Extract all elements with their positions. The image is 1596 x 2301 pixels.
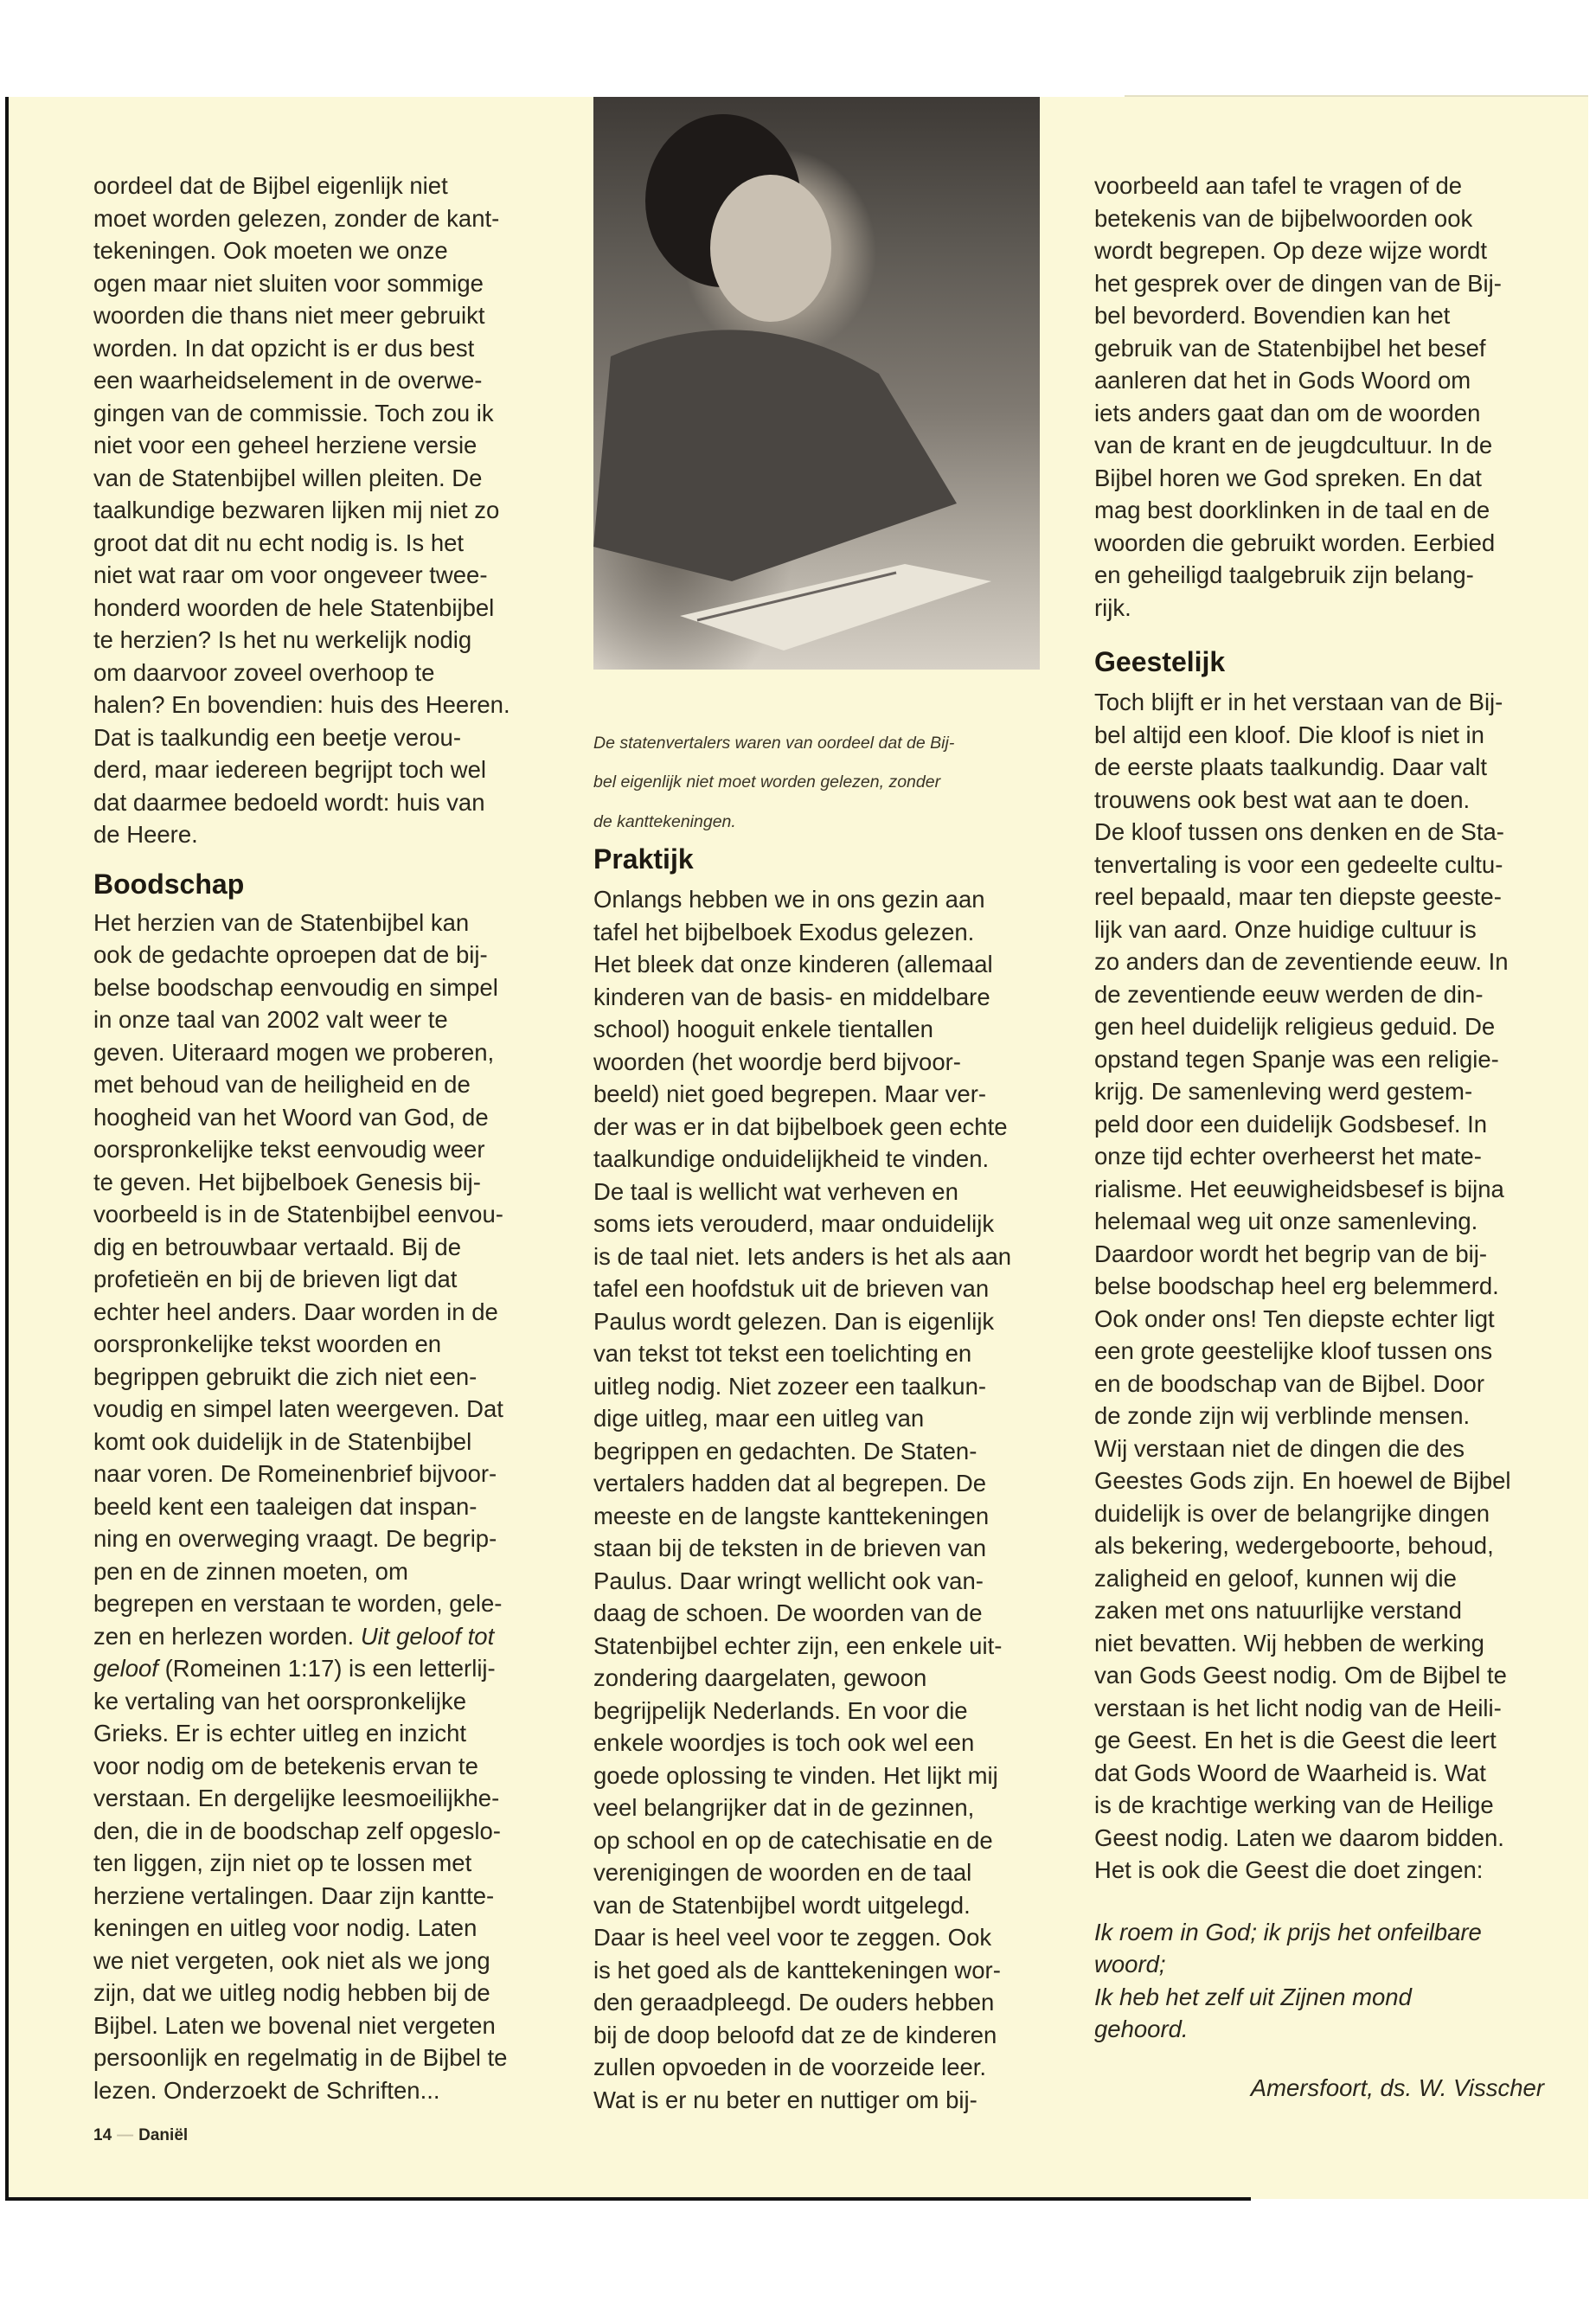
text-line: zijn, dat we uitleg nodig hebben bij de bbox=[93, 1979, 490, 2006]
text-line: Het herzien van de Statenbijbel kan bbox=[93, 908, 470, 936]
text-line: dat Gods Woord de Waarheid is. Wat bbox=[1094, 1759, 1486, 1786]
scan-edge-bottom bbox=[5, 2197, 1251, 2201]
text-line: begrijpelijk Nederlands. En voor die bbox=[593, 1696, 968, 1724]
text-line: woorden die thans niet meer gebruikt bbox=[93, 302, 485, 329]
scan-edge-top bbox=[1125, 95, 1588, 97]
text-line: is de taal niet. Iets anders is het als aan bbox=[593, 1242, 1012, 1270]
text-line: Dat is taalkundig een beetje verou- bbox=[93, 723, 461, 751]
text-line: Ik heb het zelf uit Zijnen mond bbox=[1094, 1983, 1412, 2010]
text-line: Onlangs hebben we in ons gezin aan bbox=[593, 886, 985, 913]
text-line: lijk van aard. Onze huidige cultuur is bbox=[1094, 915, 1477, 943]
text-line: gen heel duidelijk religieus geduid. De bbox=[1094, 1013, 1496, 1040]
text-line: van Gods Geest nodig. Om de Bijbel te bbox=[1094, 1662, 1507, 1689]
text-line: voorbeeld is in de Statenbijbel eenvou- bbox=[93, 1201, 503, 1227]
text-line: honderd woorden de hele Statenbijbel bbox=[93, 593, 495, 621]
text-line: de zeventiende eeuw werden de din- bbox=[1094, 980, 1484, 1008]
text-line: te herzien? Is het nu werkelijk nodig bbox=[93, 626, 472, 653]
sweater-shape bbox=[593, 330, 957, 581]
text-line: zondering daargelaten, gewoon bbox=[593, 1664, 927, 1691]
text-line: niet bevatten. Wij hebben de werking bbox=[1094, 1629, 1484, 1657]
text-line: zullen opvoeden in de voorzeide leer. bbox=[593, 2054, 987, 2080]
text-line: tafel het bijbelboek Exodus gelezen. bbox=[593, 918, 975, 945]
text-line: is de krachtige werking van de Heilige bbox=[1094, 1791, 1494, 1818]
text-line: De statenvertalers waren van oordeel dat de Bij- bbox=[593, 733, 955, 753]
text-line: taalkundige bezwaren lijken mij niet zo bbox=[93, 497, 500, 523]
text-line: de Heere. bbox=[93, 821, 198, 848]
text-line: Het bleek dat onze kinderen (allemaal bbox=[593, 951, 993, 977]
text-line: belse boodschap heel erg belemmerd. bbox=[1094, 1272, 1499, 1299]
text-line: ogen maar niet sluiten voor sommige bbox=[93, 269, 484, 297]
text-line: beeld) niet goed begrepen. Maar ver- bbox=[593, 1080, 987, 1107]
text-line: Toch blijft er in het verstaan van de Bij- bbox=[1094, 689, 1503, 715]
text-line: Ook onder ons! Ten diepste echter ligt bbox=[1094, 1304, 1495, 1332]
text-run: zen en herlezen worden. bbox=[93, 1622, 361, 1650]
text-line: gebruik van de Statenbijbel het besef bbox=[1094, 334, 1486, 362]
text-line: een waarheidselement in de overwe- bbox=[93, 367, 483, 394]
text-line: ge Geest. En het is die Geest die leert bbox=[1094, 1727, 1497, 1753]
text-line: de eerste plaats taalkundig. Daar valt bbox=[1094, 753, 1488, 780]
text-line: aanleren dat het in Gods Woord om bbox=[1094, 367, 1471, 394]
text-line: worden. In dat opzicht is er dus best bbox=[93, 334, 475, 362]
text-line: met behoud van de heiligheid en de bbox=[93, 1071, 471, 1098]
text-line: van de krant en de jeugdcultuur. In de bbox=[1094, 432, 1493, 458]
text-line: moet worden gelezen, zonder de kant- bbox=[93, 204, 500, 232]
text-line: Wat is er nu beter en nuttiger om bij- bbox=[593, 2086, 977, 2113]
text-line: reel bepaald, maar ten diepste geeste- bbox=[1094, 883, 1502, 910]
text-line bbox=[93, 1652, 561, 1685]
text-line: uitleg nodig. Niet zozeer een taalkun- bbox=[593, 1372, 987, 1400]
column-1-ending bbox=[93, 1685, 561, 2107]
face-shape bbox=[710, 175, 831, 322]
text-line: op school en op de catechisatie en de bbox=[593, 1826, 993, 1854]
text-line: keningen en uitleg voor nodig. Laten bbox=[93, 1914, 478, 1941]
text-line: soms iets verouderd, maar onduidelijk bbox=[593, 1210, 995, 1237]
text-line: lezen. Onderzoekt de Schriften... bbox=[93, 2076, 440, 2104]
text-line: verstaan is het licht nodig van de Heili- bbox=[1094, 1694, 1502, 1721]
text-line: bel bevorderd. Bovendien kan het bbox=[1094, 302, 1451, 329]
text-line: van de Statenbijbel willen pleiten. De bbox=[93, 464, 483, 491]
text-line: daag de schoen. De woorden van de bbox=[593, 1599, 983, 1626]
text-line: ook de gedachte oproepen dat de bij- bbox=[93, 941, 488, 968]
text-line: oordeel dat de Bijbel eigenlijk niet bbox=[93, 172, 448, 199]
text-line: tekeningen. Ook moeten we onze bbox=[93, 237, 448, 264]
text-line: trouwens ook best wat aan te doen. bbox=[1094, 785, 1471, 813]
text-line: school) hooguit enkele tientallen bbox=[593, 1016, 933, 1042]
text-line: de kanttekeningen. bbox=[593, 811, 736, 831]
text-line: goede oplossing te vinden. Het lijkt mij bbox=[593, 1761, 998, 1789]
heading-geestelijk: Geestelijk bbox=[1094, 646, 1226, 677]
text-line: persoonlijk en regelmatig in de Bijbel te bbox=[93, 2044, 508, 2071]
text-line: dat daarmee bedoeld wordt: huis van bbox=[93, 788, 485, 816]
text-line: De kloof tussen ons denken en de Sta- bbox=[1094, 818, 1504, 845]
column-2-body bbox=[593, 883, 1061, 2116]
text-line: om daarvoor zoveel overhoop te bbox=[93, 658, 435, 686]
text-line: een grote geestelijke kloof tussen ons bbox=[1094, 1337, 1493, 1364]
text-line: peld door een duidelijk Godsbesef. In bbox=[1094, 1110, 1488, 1138]
text-line: te geven. Het bijbelboek Genesis bij- bbox=[93, 1168, 481, 1195]
text-line: dig en betrouwbaar vertaald. Bij de bbox=[93, 1233, 461, 1260]
column-3 bbox=[1094, 170, 1561, 2104]
text-line: taalkundige onduidelijkheid te vinden. bbox=[593, 1145, 990, 1172]
text-line: rijk. bbox=[1094, 593, 1131, 621]
text-line: gingen van de commissie. Toch zou ik bbox=[93, 399, 494, 426]
text-line: der was er in dat bijbelboek geen echte bbox=[593, 1112, 1008, 1140]
text-line: betekenis van de bijbelwoorden ook bbox=[1094, 204, 1473, 232]
text-line: meeste en de langste kanttekeningen bbox=[593, 1502, 990, 1529]
text-run: (Romeinen 1:17) is een letterlij- bbox=[157, 1655, 496, 1682]
text-line: wordt begrepen. Op deze wijze wordt bbox=[1094, 237, 1487, 264]
text-line: en geheiligd taalgebruik zijn belang- bbox=[1094, 561, 1474, 588]
heading-praktijk: Praktijk bbox=[593, 843, 694, 875]
page-footer bbox=[93, 2126, 188, 2145]
text-line: tafel een hoofdstuk uit de brieven van bbox=[593, 1275, 990, 1302]
text-line: de zonde zijn wij verblinde mensen. bbox=[1094, 1402, 1471, 1429]
photo-caption bbox=[593, 715, 1043, 849]
text-line: Het is ook die Geest die doet zingen: bbox=[1094, 1856, 1484, 1883]
text-line: is het goed als de kanttekeningen wor- bbox=[593, 1956, 1001, 1984]
text-line: Daardoor wordt het begrip van de bij- bbox=[1094, 1240, 1488, 1267]
text-line: derd, maar iedereen begrijpt toch wel bbox=[93, 756, 487, 783]
text-line: iets anders gaat dan om de woorden bbox=[1094, 399, 1481, 426]
text-line: zo anders dan de zeventiende eeuw. In bbox=[1094, 948, 1509, 975]
text-line: begrepen en verstaan te worden, gele- bbox=[93, 1590, 503, 1617]
text-line: kinderen van de basis- en middelbare bbox=[593, 983, 990, 1010]
text-line: veel belangrijker dat in de gezinnen, bbox=[593, 1794, 975, 1821]
text-line: begrippen en gedachten. De Staten- bbox=[593, 1437, 977, 1465]
text-line: begrippen gebruikt die zich niet een- bbox=[93, 1362, 478, 1390]
text-line: gehoord. bbox=[1094, 2016, 1189, 2042]
photo-reading-boy bbox=[593, 97, 1040, 670]
text-line: in onze taal van 2002 valt weer te bbox=[93, 1006, 448, 1033]
text-line: groot dat dit nu echt nodig is. Is het bbox=[93, 529, 465, 556]
text-line: verenigingen de woorden en de taal bbox=[593, 1859, 972, 1886]
text-line bbox=[93, 1620, 561, 1653]
text-line: profetieën en bij de brieven ligt dat bbox=[93, 1266, 458, 1292]
text-line: Grieks. Er is echter uitleg en inzicht bbox=[93, 1720, 467, 1747]
text-line: voor nodig om de betekenis ervan te bbox=[93, 1752, 478, 1779]
column-1-body bbox=[93, 907, 561, 1620]
text-line: echter heel anders. Daar worden in de bbox=[93, 1298, 498, 1325]
text-line: voorbeeld aan tafel te vragen of de bbox=[1094, 172, 1463, 199]
column-1-intro bbox=[93, 170, 561, 851]
text-line: rialisme. Het eeuwigheidsbesef is bijna bbox=[1094, 1175, 1504, 1202]
text-line: Wij verstaan niet de dingen die des bbox=[1094, 1434, 1465, 1462]
text-line: Ik roem in God; ik prijs het onfeilbare bbox=[1094, 1918, 1482, 1945]
text-line: dige uitleg, maar een uitleg van bbox=[593, 1405, 925, 1432]
text-line: enkele woordjes is toch ook wel een bbox=[593, 1729, 975, 1756]
text-line: Geest nodig. Laten we daarom bidden. bbox=[1094, 1823, 1504, 1851]
scan-edge-left bbox=[5, 97, 9, 2201]
text-line: bij de doop beloofd dat ze de kinderen bbox=[593, 2021, 997, 2048]
poem-quote bbox=[1094, 1916, 1561, 2046]
text-line: woorden die gebruikt worden. Eerbied bbox=[1094, 529, 1496, 556]
text-line: ning en overweging vraagt. De begrip- bbox=[93, 1525, 497, 1552]
text-line: we niet vergeten, ook niet als we jong bbox=[93, 1946, 490, 1974]
text-line: vertalers hadden dat al begrepen. De bbox=[593, 1470, 987, 1497]
text-line: duidelijk is over de belangrijke dingen bbox=[1094, 1499, 1490, 1527]
text-line: verstaan. En dergelijke leesmoeilijkhe- bbox=[93, 1785, 500, 1811]
text-line: niet voor een geheel herziene versie bbox=[93, 432, 478, 458]
text-line: Bijbel. Laten we bovenal niet vergeten bbox=[93, 2011, 496, 2039]
text-line: ten liggen, zijn niet op te lossen met bbox=[93, 1849, 472, 1876]
text-line: woorden (het woordje berd bijvoor- bbox=[593, 1048, 961, 1075]
text-line: helemaal weg uit onze samenleving. bbox=[1094, 1208, 1478, 1234]
article-photo bbox=[593, 97, 1040, 670]
text-line: Geestes Gods zijn. En hoewel de Bijbel bbox=[1094, 1467, 1511, 1494]
text-line: onze tijd echter overheerst het mate- bbox=[1094, 1143, 1482, 1170]
text-line: zaligheid en geloof, kunnen wij die bbox=[1094, 1564, 1457, 1592]
column-3-intro bbox=[1094, 170, 1561, 624]
column-3-body bbox=[1094, 686, 1561, 1887]
text-line: ke vertaling van het oorspronkelijke bbox=[93, 1687, 467, 1715]
text-line: Statenbijbel echter zijn, een enkele uit- bbox=[593, 1631, 1003, 1659]
text-line: opstand tegen Spanje was een religie- bbox=[1094, 1045, 1499, 1073]
text-line: Bijbel horen we God spreken. En dat bbox=[1094, 464, 1482, 491]
heading-boodschap: Boodschap bbox=[93, 868, 245, 900]
text-line: naar voren. De Romeinenbrief bijvoor- bbox=[93, 1460, 497, 1487]
column-2 bbox=[593, 842, 1061, 2116]
column-1 bbox=[93, 170, 561, 2106]
text-line: Paulus wordt gelezen. Dan is eigenlijk bbox=[593, 1307, 995, 1335]
text-line: belse boodschap eenvoudig en simpel bbox=[93, 973, 498, 1001]
text-line: tenvertaling is voor een gedeelte cultu- bbox=[1094, 850, 1503, 878]
text-line: bel eigenlijk niet moet worden gelezen, zonder bbox=[593, 772, 941, 792]
text-line: krijg. De samenleving werd gestem- bbox=[1094, 1078, 1473, 1105]
text-line: hoogheid van het Woord van God, de bbox=[93, 1103, 489, 1131]
text-line: en de boodschap van de Bijbel. Door bbox=[1094, 1369, 1485, 1397]
text-line: Paulus. Daar wringt wellicht ook van- bbox=[593, 1567, 984, 1594]
text-line: geven. Uiteraard mogen we proberen, bbox=[93, 1038, 495, 1066]
text-line: van de Statenbijbel wordt uitgelegd. bbox=[593, 1891, 971, 1919]
text-line: den geraadpleegd. De ouders hebben bbox=[593, 1989, 995, 2016]
text-line: De taal is wellicht wat verheven en bbox=[593, 1177, 958, 1205]
text-line: pen en de zinnen moeten, om bbox=[93, 1557, 408, 1585]
text-line: komt ook duidelijk in de Statenbijbel bbox=[93, 1427, 472, 1455]
text-line: het gesprek over de dingen van de Bij- bbox=[1094, 269, 1502, 297]
text-line: zaken met ons natuurlijke verstand bbox=[1094, 1597, 1462, 1624]
text-line: als bekering, wedergeboorte, behoud, bbox=[1094, 1532, 1494, 1559]
page-number: 14 bbox=[93, 2126, 112, 2144]
scripture-quote: Uit geloof tot bbox=[360, 1622, 495, 1650]
text-line: oorspronkelijke tekst eenvoudig weer bbox=[93, 1136, 485, 1163]
footer-separator: — bbox=[117, 2126, 134, 2144]
magazine-name: Daniël bbox=[138, 2126, 189, 2144]
text-line: den, die in de boodschap zelf opgeslo- bbox=[93, 1817, 501, 1844]
text-line: mag best doorklinken in de taal en de bbox=[1094, 497, 1490, 523]
text-line: halen? En bovendien: huis des Heeren. bbox=[93, 691, 510, 718]
text-line: niet wat raar om voor ongeveer twee- bbox=[93, 561, 488, 588]
text-line: herziene vertalingen. Daar zijn kantte- bbox=[93, 1881, 495, 1909]
text-line: woord; bbox=[1094, 1951, 1166, 1977]
text-line: van tekst tot tekst een toelichting en bbox=[593, 1340, 972, 1367]
text-line: bel altijd een kloof. Die kloof is niet in bbox=[1094, 721, 1484, 748]
text-line: staan bij de teksten in de brieven van bbox=[593, 1535, 987, 1561]
caption-lines bbox=[593, 732, 1043, 833]
author-signature: Amersfoort, ds. W. Visscher bbox=[1250, 2073, 1544, 2101]
text-line: voudig en simpel laten weergeven. Dat bbox=[93, 1395, 503, 1422]
text-line: oorspronkelijke tekst woorden en bbox=[93, 1330, 442, 1357]
text-line: beeld kent een taaleigen dat inspan- bbox=[93, 1492, 478, 1520]
text-line: Daar is heel veel voor te zeggen. Ook bbox=[593, 1924, 992, 1951]
scripture-quote: geloof bbox=[93, 1655, 158, 1682]
